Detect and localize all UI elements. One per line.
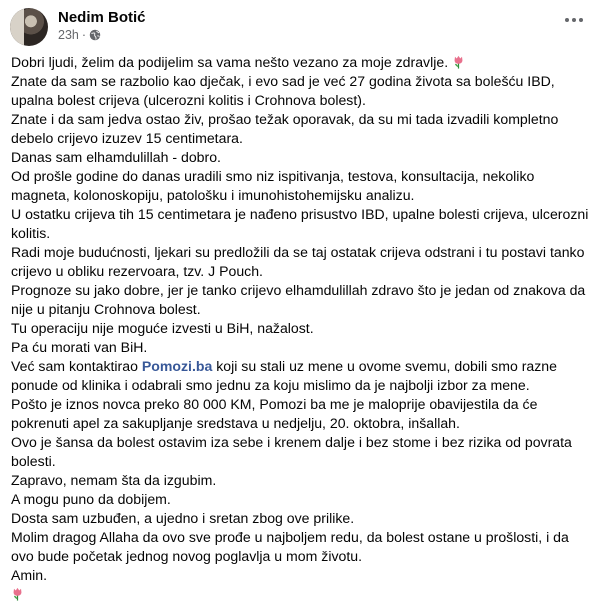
post-time[interactable]: 23h bbox=[58, 28, 79, 42]
post-line: Znate i da sam jedva ostao živ, prošao težak oporavak, da su mi tada izvadili kompletno debelo crijevo izuzev 15 centimetara. bbox=[11, 111, 559, 146]
post-line bbox=[11, 585, 593, 604]
avatar[interactable] bbox=[10, 8, 48, 46]
post-header bbox=[10, 6, 590, 46]
post-line: Danas sam elhamdulillah - dobro. bbox=[11, 149, 221, 165]
post-line: Od prošle godine do danas uradili smo niz ispitivanja, testova, konsultacija, nekoliko magneta, kolonoskopiju, patološku i imunohistohemijsku analizu. bbox=[11, 168, 535, 203]
post-line: A mogu puno da dobijem. bbox=[11, 491, 171, 507]
author-name[interactable]: Nedim Botić bbox=[58, 9, 146, 26]
tulip-icon bbox=[452, 55, 465, 69]
post-body bbox=[11, 53, 593, 604]
pomozi-link[interactable]: Pomozi.ba bbox=[141, 358, 213, 374]
post-line: Molim dragog Allaha da ovo sve prođe u najboljem redu, da bolest ostane u prošlosti, i da ovo bude početak jednog novog poglavlja u mom životu. bbox=[11, 529, 569, 564]
post-line: Pošto je iznos novca preko 80 000 KM, Pomozi ba me je maloprije obavijestila da će pokrenuti apel za sakupljanje sredstava u nedjelju, 20. oktobra, inšallah. bbox=[11, 396, 538, 431]
post-line: Pa ću morati van BiH. bbox=[11, 339, 148, 355]
tulip-icon bbox=[11, 587, 24, 601]
post-line: Dosta sam uzbuđen, a ujedno i sretan zbog ove prilike. bbox=[11, 510, 355, 526]
post-line: Zapravo, nemam šta da izgubim. bbox=[11, 472, 217, 488]
post-line: Znate da sam se razbolio kao dječak, i evo sad je već 27 godina života sa bolešću IBD, upalna bolest crijeva (ulcerozni kolitis i Crohnova bolest). bbox=[11, 73, 555, 108]
post-line: Prognoze su jako dobre, jer je tanko crijevo elhamdulillah zdravo što je jedan od znakova da nije u pitanju Crohnova bolest. bbox=[11, 282, 586, 317]
globe-icon bbox=[89, 29, 101, 41]
post-meta: 23h · bbox=[58, 28, 101, 42]
more-options-icon[interactable] bbox=[562, 12, 586, 28]
post-line: Ovo je šansa da bolest ostavim iza sebe i krenem dalje i bez stome i bez rizika od povrata bolesti. bbox=[11, 434, 572, 469]
post-line: Radi moje budućnosti, ljekari su predložili da se taj ostatak crijeva odstrani i tu postavi tanko crijevo u obliku rezervoara, tzv. J Pouch. bbox=[11, 244, 585, 279]
post-line: Amin. bbox=[11, 567, 48, 583]
post-line: Dobri ljudi, želim da podijelim sa vama nešto vezano za moje zdravlje. bbox=[11, 53, 593, 72]
post-line: U ostatku crijeva tih 15 centimetara je nađeno prisustvo IBD, upalne bolesti crijeva, ulcerozni kolitis. bbox=[11, 206, 589, 241]
post-line: Tu operaciju nije moguće izvesti u BiH, nažalost. bbox=[11, 320, 314, 336]
post-line: Već sam kontaktirao Pomozi.ba koji su stali uz mene u ovome svemu, dobili smo razne ponude od klinika i odabrali smo jednu za koju mislimo da je najbolji izbor za mene. bbox=[11, 358, 557, 393]
